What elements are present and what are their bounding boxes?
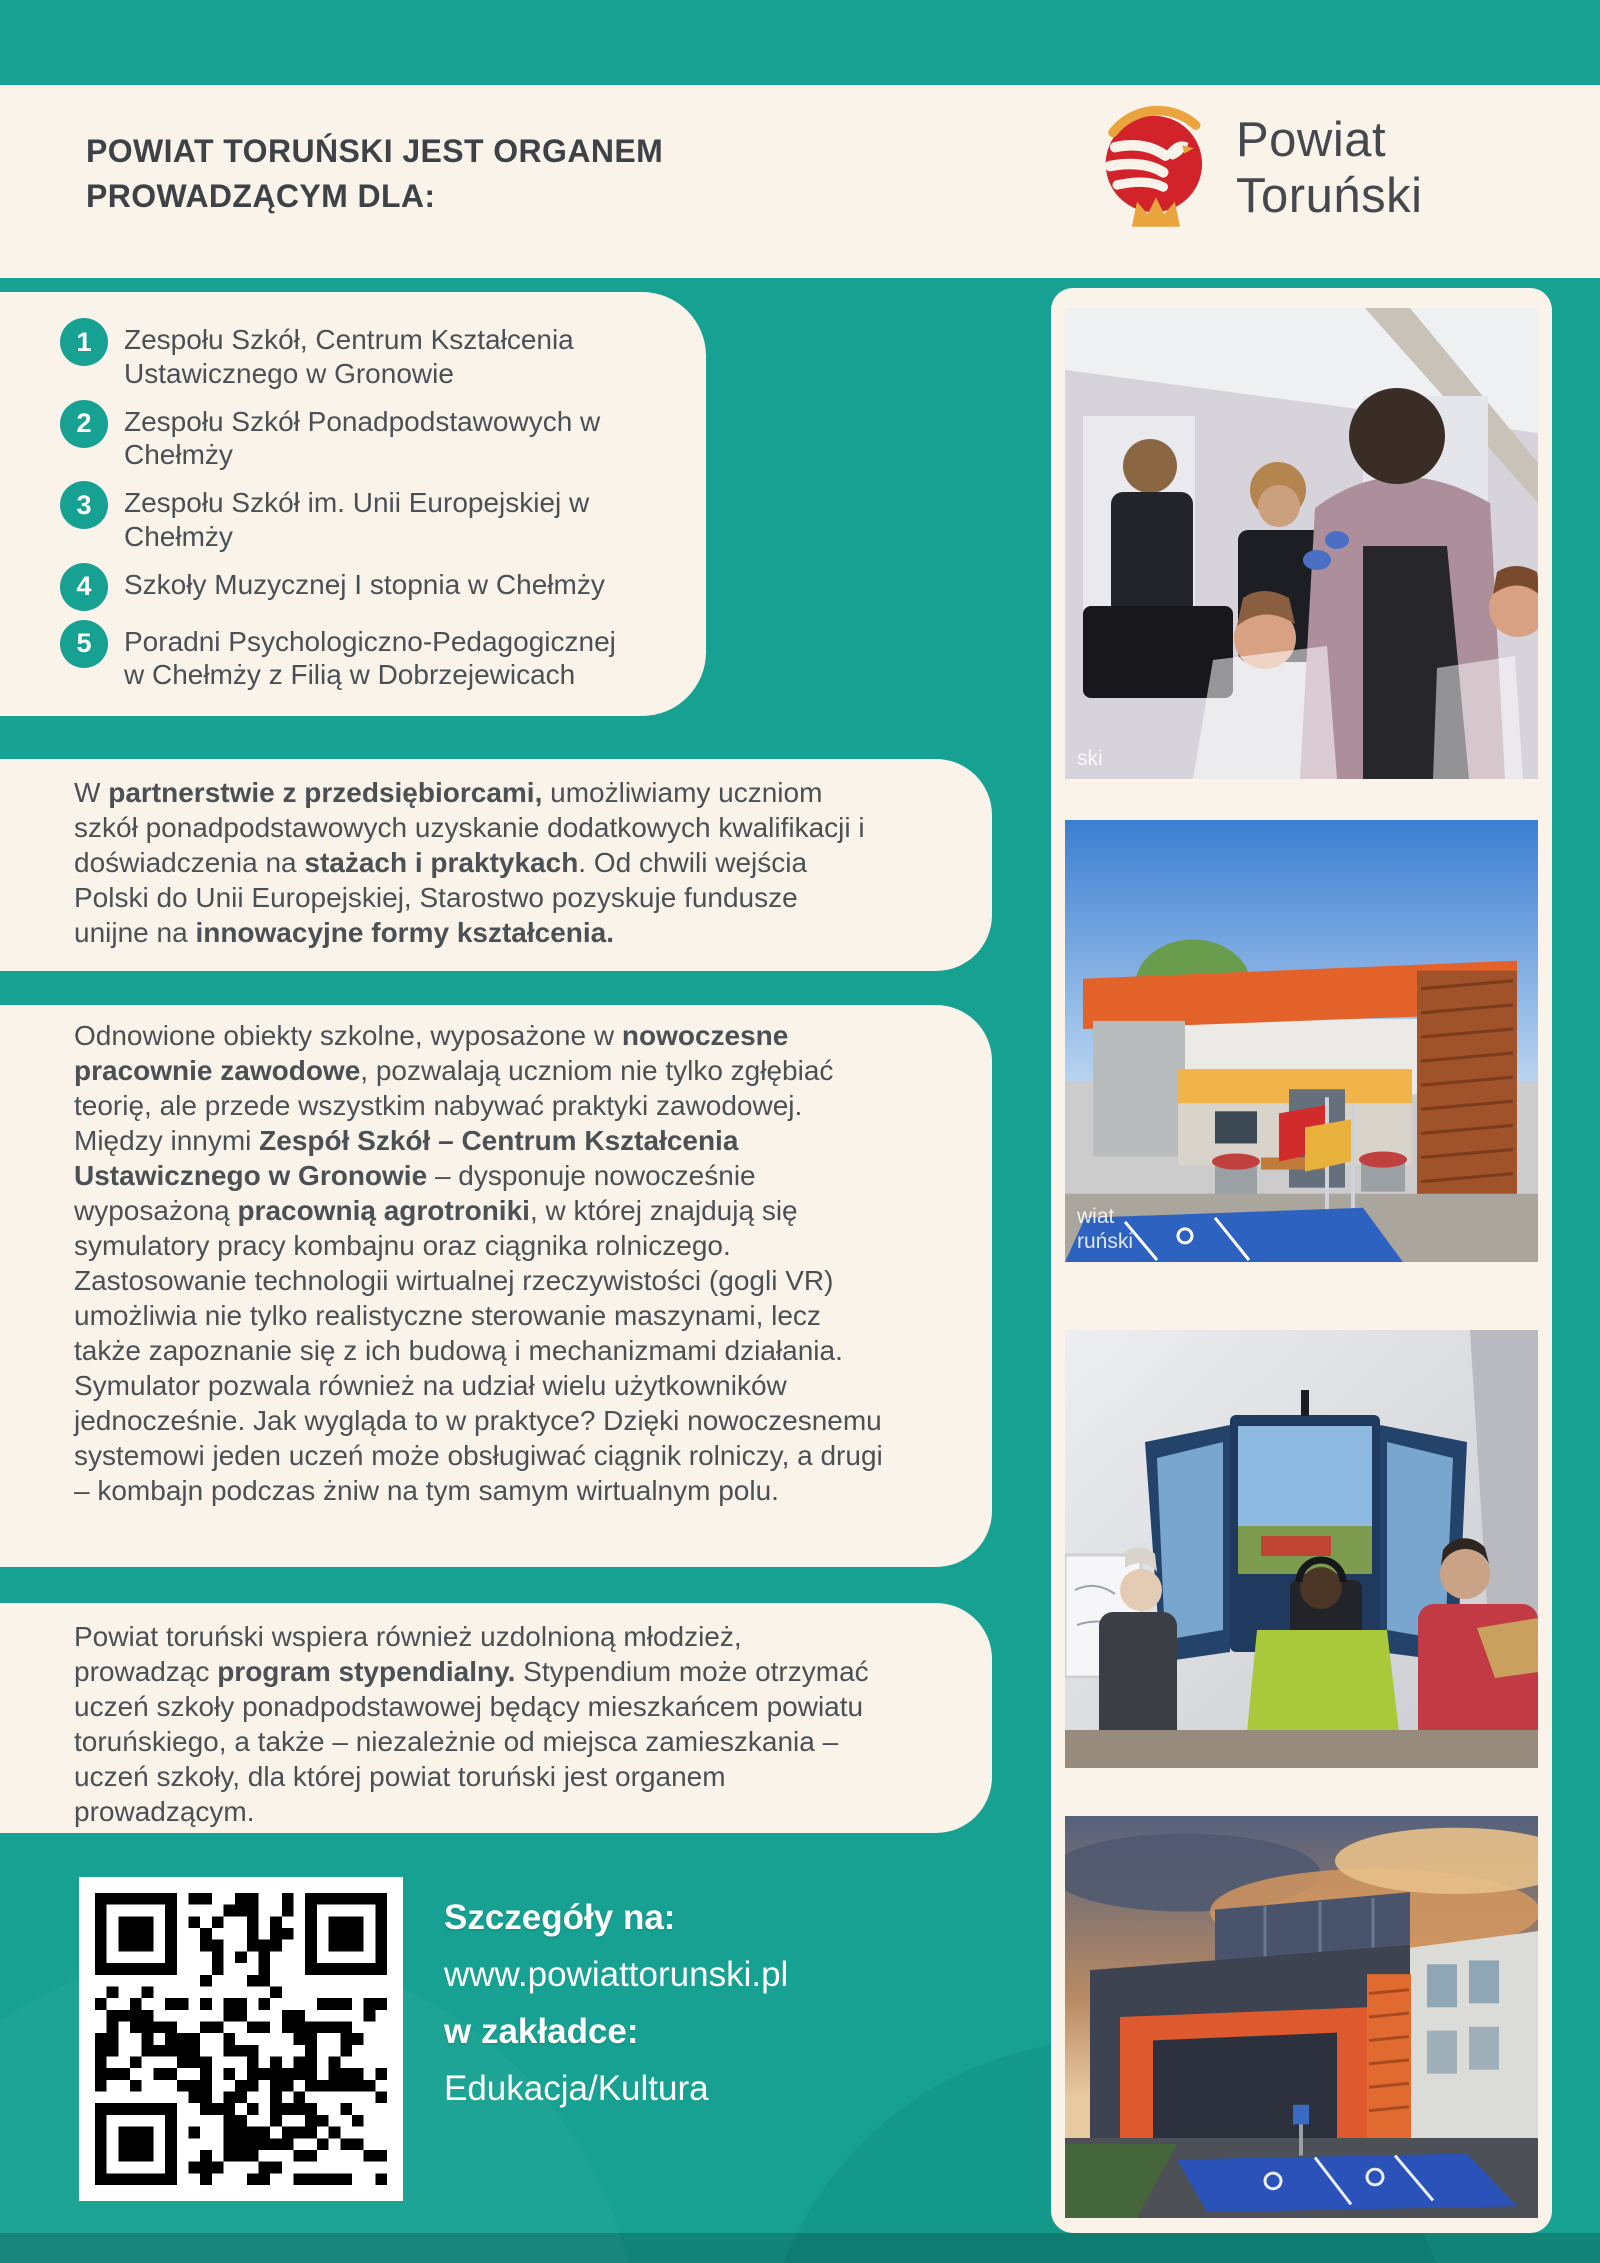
website-url: www.powiattorunski.pl [444,1955,789,1994]
tab-value: Edukacja/Kultura [444,2069,709,2108]
scholarship-panel [0,1603,992,1833]
number-badge: 1 [60,318,108,366]
photo-watermark: ski [1077,746,1103,770]
list-item [60,400,680,472]
school-name: Zespołu Szkół Ponadpodstawowych w Chełmży [124,405,601,471]
page-title-line1: POWIAT TORUŃSKI JEST ORGANEM [86,133,664,169]
number-badge: 4 [60,563,108,611]
photos-panel [1051,288,1552,2233]
page-title-line2: PROWADZĄCYM DLA: [86,178,436,215]
bottom-accent-bar [0,2233,1600,2263]
details-label: Szczegóły na: [444,1898,676,1937]
list-item [60,563,680,611]
qr-code [79,1877,403,2201]
school-name: Szkoły Muzycznej I stopnia w Chełmży [124,568,605,600]
number-badge: 3 [60,481,108,529]
powiat-torunski-logo [1094,99,1422,236]
list-item [60,620,680,692]
photo-agrotronics-simulator [1065,1330,1538,1768]
logo-wordmark: Powiat Toruński [1236,112,1423,223]
page-title [86,129,663,220]
facilities-paragraph-1: Odnowione obiekty szkolne, wyposażone w nowoczesne pracownie zawodowe, pozwalają uczniom nie tylko zgłębiać teorię, ale przede wszystkim nabywać praktyki zawodowej. [74,1020,834,1121]
school-name: Zespołu Szkół im. Unii Europejskiej w Chełmży [124,487,590,552]
photo-modern-building-dusk [1065,1816,1538,2218]
photo-watermark: wiat ruński [1077,1204,1134,1253]
partnership-panel [0,759,992,971]
footer-links [444,1889,788,2117]
facilities-panel [0,1005,992,1567]
number-badge: 5 [60,620,108,668]
list-item [60,318,680,390]
school-name: Zespołu Szkół, Centrum Kształcenia Ustawicznego w Gronowie [124,324,574,389]
schools-list-panel [0,292,706,716]
facilities-paragraph-2: Między innymi Zespół Szkół – Centrum Kształcenia Ustawicznego w Gronowie – dysponuje nowocześnie wyposażoną pracownią agrotroniki, w której znajdują się symulatory pracy kombajnu oraz ciągnika rolniczego. Zastosowanie technologii wirtualnej rzeczywistości (gogli VR) umożliwia nie tylko realistyczne sterowanie maszynami, lecz także zapoznanie się z ich budową i mechanizmami działania. Symulator pozwala również na udział wielu użytkowników jednocześnie. Jak wygląda to w praktyce? Dzięki nowoczesnemu systemowi jeden uczeń może obsługiwać ciągnik rolniczy, a drugi – kombajn podczas żniw na tym samym wirtualnym polu. [74,1125,883,1506]
school-name: Poradni Psychologiczno-Pedagogicznej w Chełmży z Filią w Dobrzejewicach [124,625,616,691]
list-item [60,481,680,553]
eagle-crest-icon [1094,99,1220,236]
partnership-paragraph: W partnerstwie z przedsiębiorcami, umożliwiamy uczniom szkół ponadpodstawowych uzyskanie dodatkowych kwalifikacji i doświadczenia na stażach i praktykach. Od chwili wejścia Polski do Unii Europejskiej, Starostwo pozyskuje fundusze unijne na innowacyjne formy kształcenia. [74,777,865,948]
scholarship-paragraph: Powiat toruński wspiera również uzdolnioną młodzież, prowadząc program stypendialny. Stypendium może otrzymać uczeń szkoły ponadpodstawowej będący mieszkańcem powiatu toruńskiego, a także – niezależnie od miejsca zamieszkania – uczeń szkoły, dla której powiat toruński jest organem prowadzącym. [74,1621,869,1827]
header [0,85,1600,278]
number-badge: 2 [60,400,108,448]
photo-hairdressing-workshop [1065,308,1538,779]
tab-label: w zakładce: [444,2012,639,2051]
photo-school-building-orange [1065,820,1538,1262]
